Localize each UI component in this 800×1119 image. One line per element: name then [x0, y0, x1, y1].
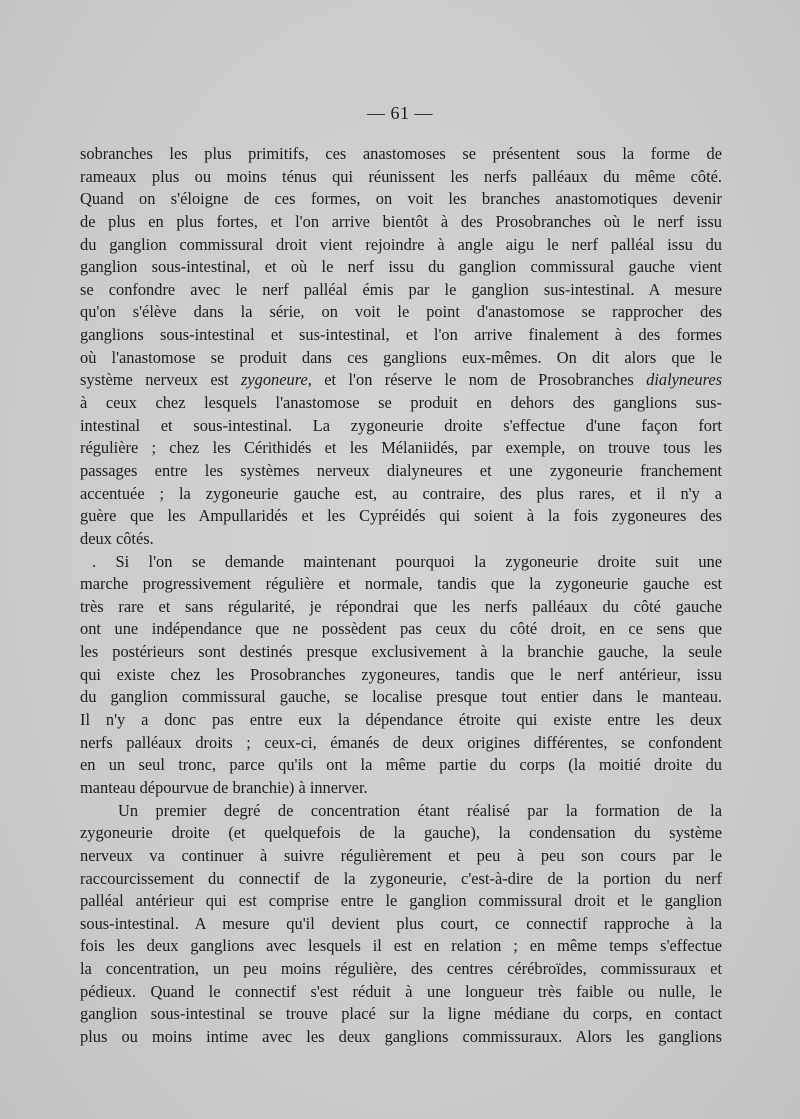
text-line: se confondre avec le nerf palléal émis par le ganglion sus-intestinal. A mesure [80, 279, 722, 299]
term-zygoneure: zygoneure [241, 370, 308, 390]
text-line: nerfs palléaux droits ; ceux-ci, émanés de deux origines différentes, se confondent [80, 732, 722, 752]
text-line: accentuée ; la zygoneurie gauche est, au contraire, des plus rares, et il n'y a [80, 483, 722, 503]
text-line: très rare et sans régularité, je répondrai que les nerfs palléaux du côté gauche [80, 596, 722, 616]
text-line: les postérieurs sont destinés presque exclusivement à la branchie gauche, la seule [80, 642, 722, 662]
text-line: raccourcissement du connectif de la zygoneurie, c'est-à-dire de la portion du nerf [80, 868, 722, 888]
text-line: Quand on s'éloigne de ces formes, on voit les branches anastomotiques devenir [80, 189, 722, 209]
text-line: fois les deux ganglions avec lesquels il est en relation ; en même temps s'effectue [80, 936, 722, 956]
text-line: système nerveux est zygoneure, et l'on réserve le nom de Prosobranches dialyneures [80, 370, 722, 390]
text-line: sous-intestinal. A mesure qu'il devient plus court, ce connectif rapproche à la [80, 913, 722, 933]
text-line: guère que les Ampullaridés et les Cypréidés qui soient à la fois zygoneures des [80, 506, 722, 526]
text-line: deux côtés. [80, 528, 154, 548]
text-line: où l'anastomose se produit dans ces ganglions eux-mêmes. On dit alors que le [80, 347, 722, 367]
page-number: — 61 — [367, 103, 433, 123]
text-line: zygoneurie droite (et quelquefois de la gauche), la condensation du système [80, 823, 722, 843]
text-line: ganglion sous-intestinal, et où le nerf issu du ganglion commissural gauche vient [80, 257, 722, 277]
text-line: de plus en plus fortes, et l'on arrive bientôt à des Prosobranches où le nerf issu [80, 211, 722, 231]
paragraph-start: . Si l'on se demande maintenant pourquoi la zygoneurie droite suit une [92, 551, 722, 571]
text-line: du ganglion commissural gauche, se localise presque tout entier dans le manteau. [80, 687, 722, 707]
text-line: qu'on s'élève dans la série, on voit le point d'anastomose se rapprocher des [80, 302, 722, 322]
text-line: sobranches les plus primitifs, ces anastomoses se présentent sous la forme de [80, 144, 722, 163]
text-line: passages entre les systèmes nerveux dialyneures et une zygoneurie franchement [80, 460, 722, 480]
text-line: qui existe chez les Prosobranches zygoneures, tandis que le nerf antérieur, issu [80, 664, 722, 684]
text-line: manteau dépourvue de branchie) à innerver. [80, 777, 368, 797]
text-line: marche progressivement régulière et normale, tandis que la zygoneurie gauche est [80, 574, 722, 594]
text-line: palléal antérieur qui est comprise entre le ganglion commissural droit et le ganglion [80, 891, 722, 911]
body-text [80, 143, 722, 1049]
text-line: régulière ; chez les Cérithidés et les Mélaniidés, par exemple, on trouve tous les [80, 438, 722, 458]
text-line: nerveux va continuer à suivre régulièrement et peu à peu son cours par le [80, 845, 722, 865]
term-dialyneures: dialyneures [646, 370, 722, 390]
text-line: plus ou moins intime avec les deux ganglions commissuraux. Alors les ganglions [80, 1026, 722, 1046]
text-line: ont une indépendance que ne possèdent pas ceux du côté droit, en ce sens que [80, 619, 722, 639]
text-line: intestinal et sous-intestinal. La zygoneurie droite s'effectue d'une façon fort [80, 415, 722, 435]
text-line: rameaux plus ou moins ténus qui réunissent les nerfs palléaux du même côté. [80, 166, 722, 186]
text-line: du ganglion commissural droit vient rejoindre à angle aigu le nerf palléal issu du [80, 234, 722, 254]
text-line: à ceux chez lesquels l'anastomose se produit en dehors des ganglions sus- [80, 393, 722, 413]
text-line: Il n'y a donc pas entre eux la dépendance étroite qui existe entre les deux [80, 710, 722, 730]
text-line: en un seul tronc, parce qu'ils ont la même partie du corps (la moitié droite du [80, 755, 722, 775]
text-line: ganglion sous-intestinal se trouve placé sur la ligne médiane du corps, en contact [80, 1004, 722, 1024]
text-line: la concentration, un peu moins régulière, des centres cérébroïdes, commissuraux et [80, 959, 722, 979]
text-line: ganglions sous-intestinal et sus-intestinal, et l'on arrive finalement à des formes [80, 325, 722, 345]
paragraph-start: Un premier degré de concentration étant réalisé par la formation de la [118, 800, 722, 820]
text-line: pédieux. Quand le connectif s'est réduit à une longueur très faible ou nulle, le [80, 981, 722, 1001]
